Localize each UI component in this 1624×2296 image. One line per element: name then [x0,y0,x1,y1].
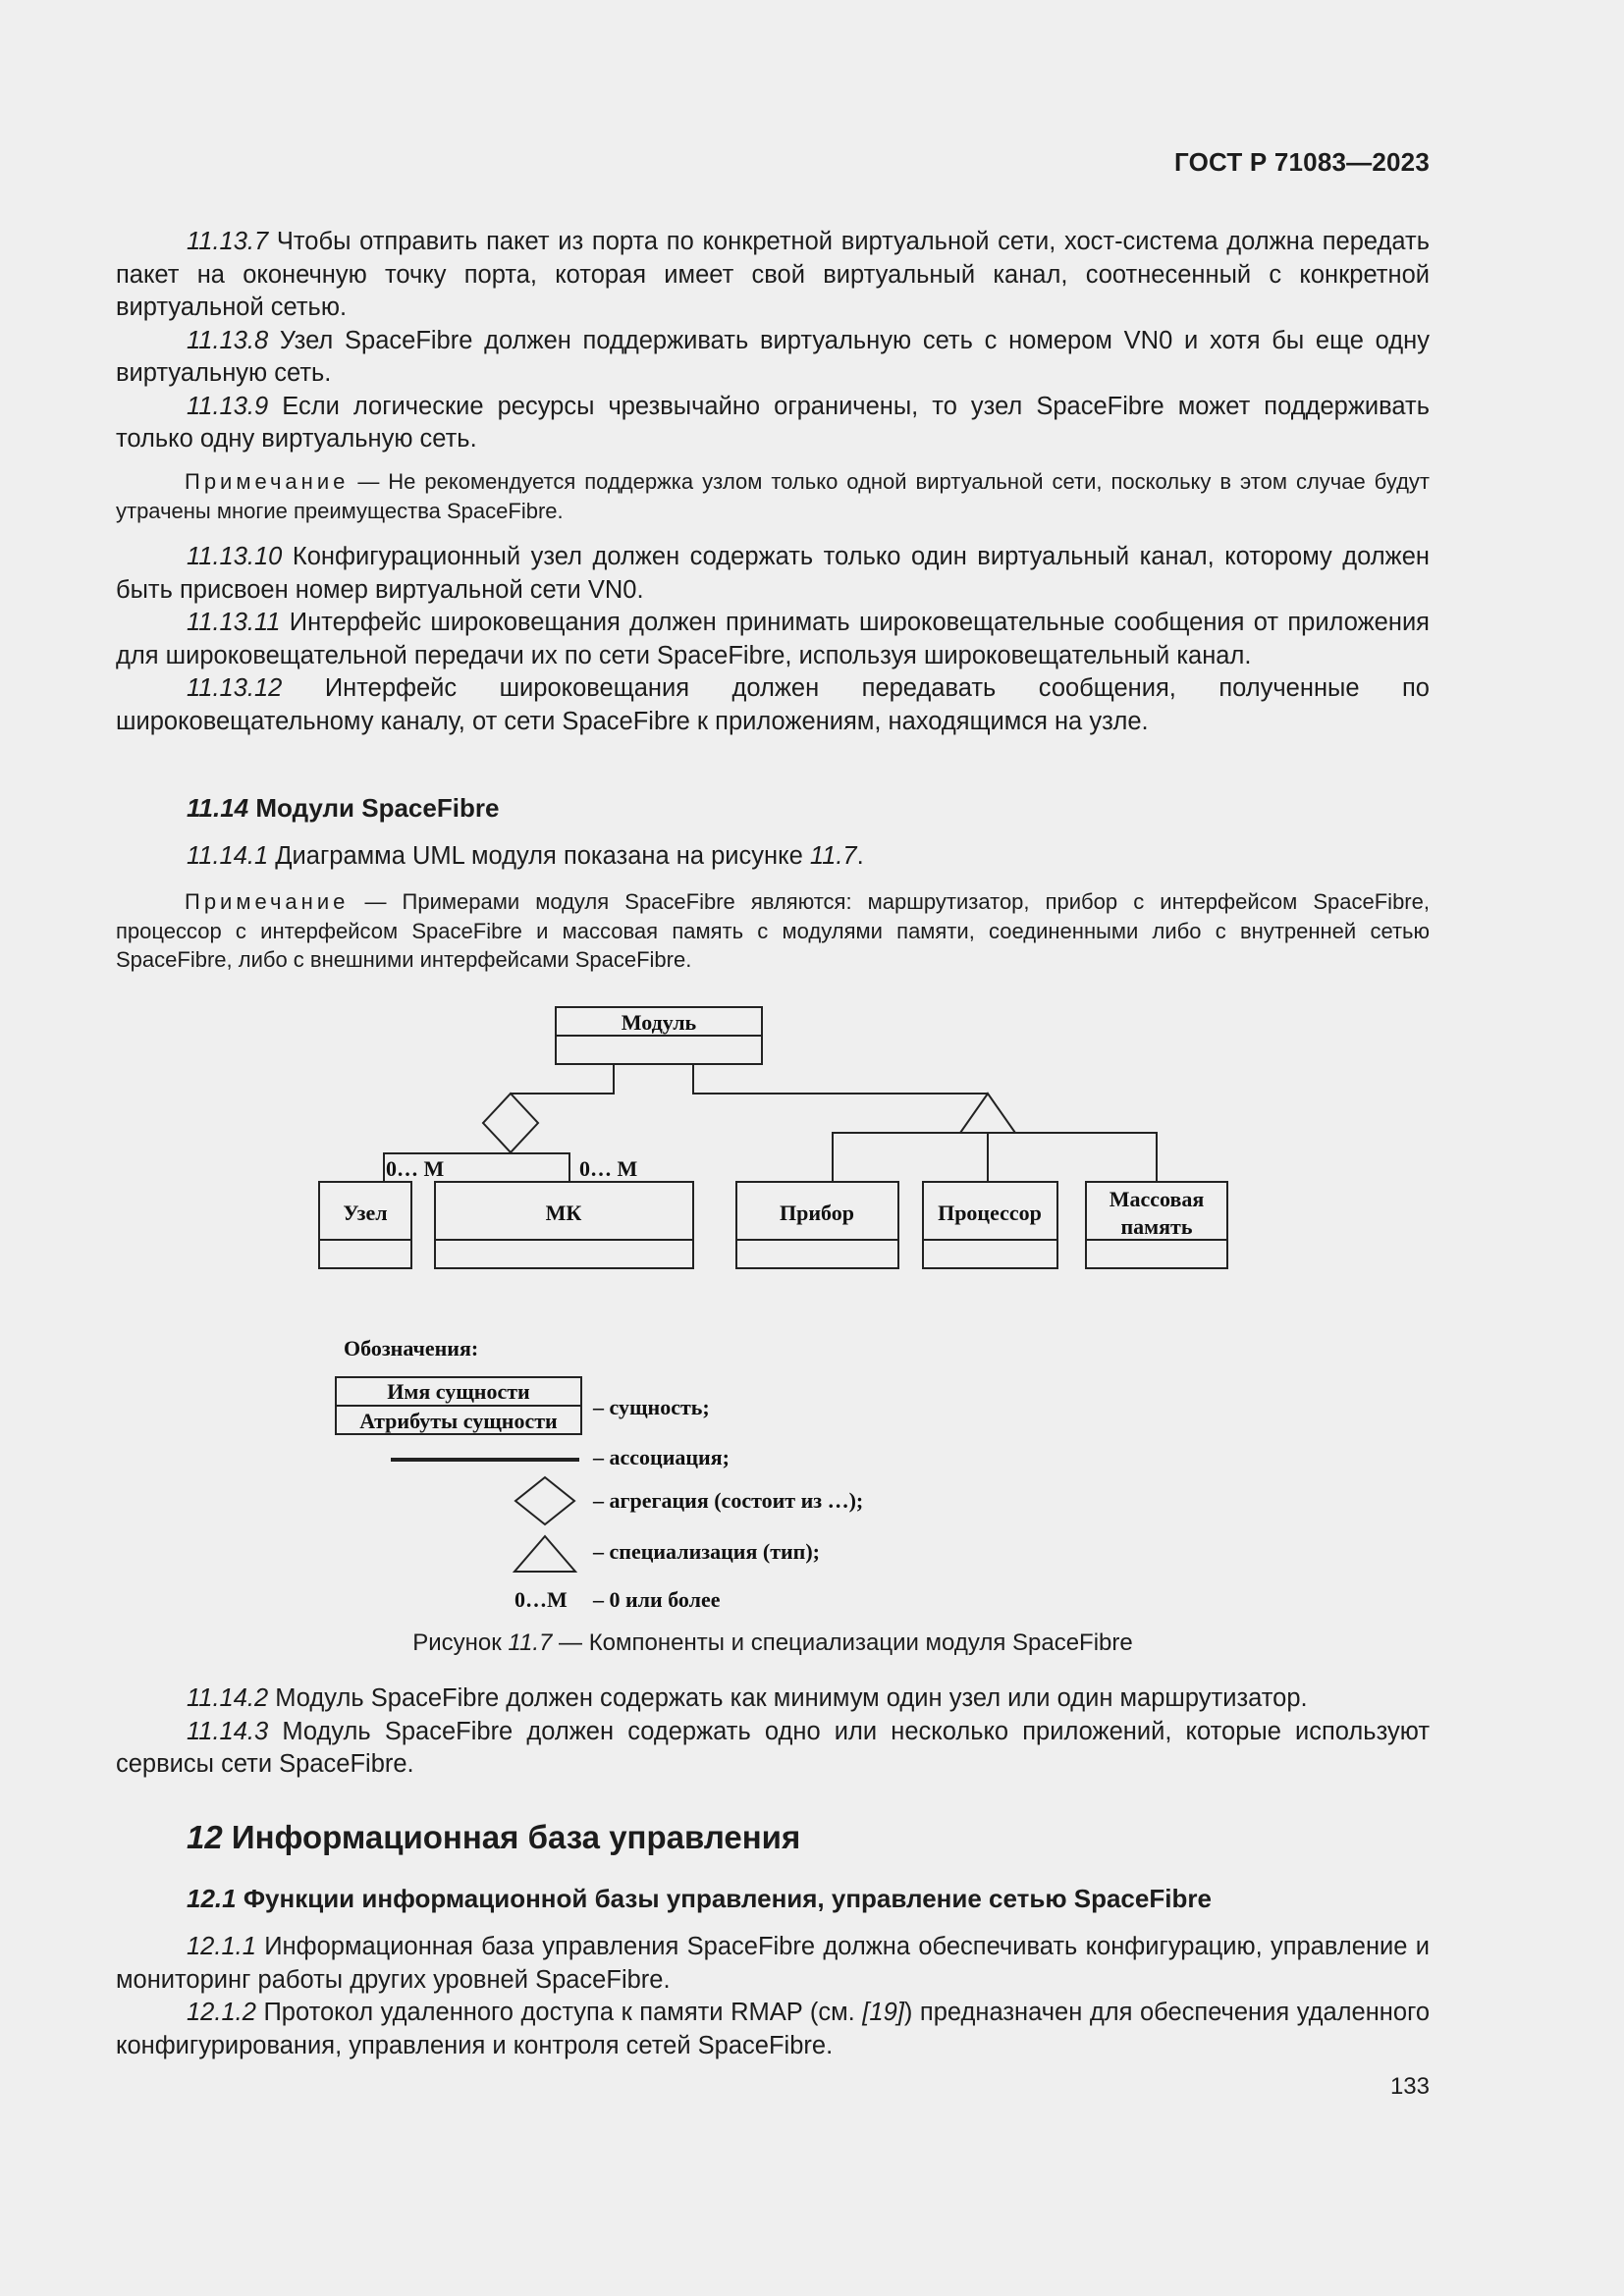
paragraph-12-1-1: 12.1.1 Информационная база управления SpaceFibre должна обеспечивать конфигурацию, управление и мониторинг работы других уровней SpaceFibre. [116,1933,1430,1994]
node-box [319,1182,411,1268]
multiplicity-right: 0… M [579,1156,638,1181]
node-label: Узел [343,1201,388,1225]
note-text: — Примерами модуля SpaceFibre являются: маршрутизатор, прибор с интерфейсом SpaceFibre, процессор с интерфейсом SpaceFibre и массовая память с модулями памяти, соединенными либо с внутренней сетью SpaceFibre, либо с внешними интерфейсами SpaceFibre. [116,889,1430,972]
paragraph-12-1-2: 12.1.2 Протокол удаленного доступа к памяти RMAP (см. [19]) предназначен для обеспечения удаленного конфигурирования, управления и контроля сетей SpaceFibre. [116,1999,1430,2059]
section-heading-11-14: 11.14 Модули SpaceFibre [187,793,500,823]
legend-triangle-icon [514,1536,575,1572]
note-label: Примечание [185,469,350,494]
legend-specialization-text: – специализация (тип); [593,1539,820,1564]
legend-association-text: – ассоциация; [593,1445,730,1469]
paragraph-11-13-8: 11.13.8 Узел SpaceFibre должен поддерживать виртуальную сеть с номером VN0 и хотя бы еще одну виртуальную сеть. [116,326,1430,387]
document-header: ГОСТ Р 71083—2023 [1174,147,1430,177]
mk-label: МК [545,1201,582,1225]
aggregation-diamond [483,1094,538,1152]
mk-box [435,1182,693,1268]
specialization-triangle [960,1094,1015,1133]
legend-mult-symbol: 0…M [514,1587,568,1612]
page-number: 133 [1389,2073,1430,2100]
legend-entity-name: Имя сущности [387,1379,530,1404]
paragraph-11-13-7: 11.13.7 Чтобы отправить пакет из порта по конкретной виртуальной сети, хост-система должна передать пакет на оконечную точку порта, которая имеет свой виртуальный канал, соотнесенный с конкретной виртуальной сетью. [116,228,1430,321]
mass-memory-label-2: память [1120,1214,1193,1239]
mass-memory-label-1: Массовая [1109,1187,1205,1211]
device-box [736,1182,898,1268]
paragraph-11-13-11: 11.13.11 Интерфейс широковещания должен принимать широковещательные сообщения от приложения для широковещательной передачи их по сети SpaceFibre, используя широковещательный канал. [116,609,1430,669]
note-text: — Не рекомендуется поддержка узлом только одной виртуальной сети, поскольку в этом случае будут утрачены многие преимущества SpaceFibre. [116,469,1430,523]
legend-aggregation-text: – агрегация (состоит из …); [593,1488,864,1513]
legend-entity-attrs: Атрибуты сущности [359,1409,558,1433]
paragraph-11-13-10: 11.13.10 Конфигурационный узел должен содержать только один виртуальный канал, которому должен быть присвоен номер виртуальной сети VN0. [116,543,1430,604]
device-label: Прибор [780,1201,854,1225]
legend-diamond-icon [515,1477,574,1524]
legend-title: Обозначения: [344,1336,479,1361]
note-label: Примечание [185,889,350,914]
aggregation-link [511,1064,614,1094]
paragraph-11-14-1: 11.14.1 Диаграмма UML модуля показана на рисунке 11.7. [187,842,864,870]
module-label: Модуль [621,1010,697,1035]
multiplicity-left: 0… M [386,1156,445,1181]
figure-caption: Рисунок 11.7 — Компоненты и специализации модуля SpaceFibre [412,1629,1133,1656]
specialization-link [693,1064,988,1094]
processor-box [923,1182,1057,1268]
paragraph-11-14-3: 11.14.3 Модуль SpaceFibre должен содержать одно или несколько приложений, которые используют сервисы сети SpaceFibre. [116,1717,1430,1778]
section-heading-12: 12 Информационная база управления [187,1819,801,1855]
processor-label: Процессор [938,1201,1042,1225]
paragraph-11-14-2: 11.14.2 Модуль SpaceFibre должен содержать как минимум один узел или один маршрутизатор. [187,1684,1308,1712]
paragraphs-12-1 [116,1931,1430,2062]
legend-entity-text: – сущность; [593,1395,710,1419]
legend-mult-text: – 0 или более [593,1587,721,1612]
paragraph-11-13-12: 11.13.12 Интерфейс широковещания должен передавать сообщения, полученные по широковещательному каналу, от сети SpaceFibre к приложениям, находящимся на узле. [116,674,1430,735]
section-heading-12-1: 12.1 Функции информационной базы управления, управление сетью SpaceFibre [187,1884,1212,1913]
paragraph-11-13-9: 11.13.9 Если логические ресурсы чрезвычайно ограничены, то узел SpaceFibre может поддерживать только одну виртуальную сеть. [116,392,1430,453]
paragraphs-after [116,1682,1430,1782]
